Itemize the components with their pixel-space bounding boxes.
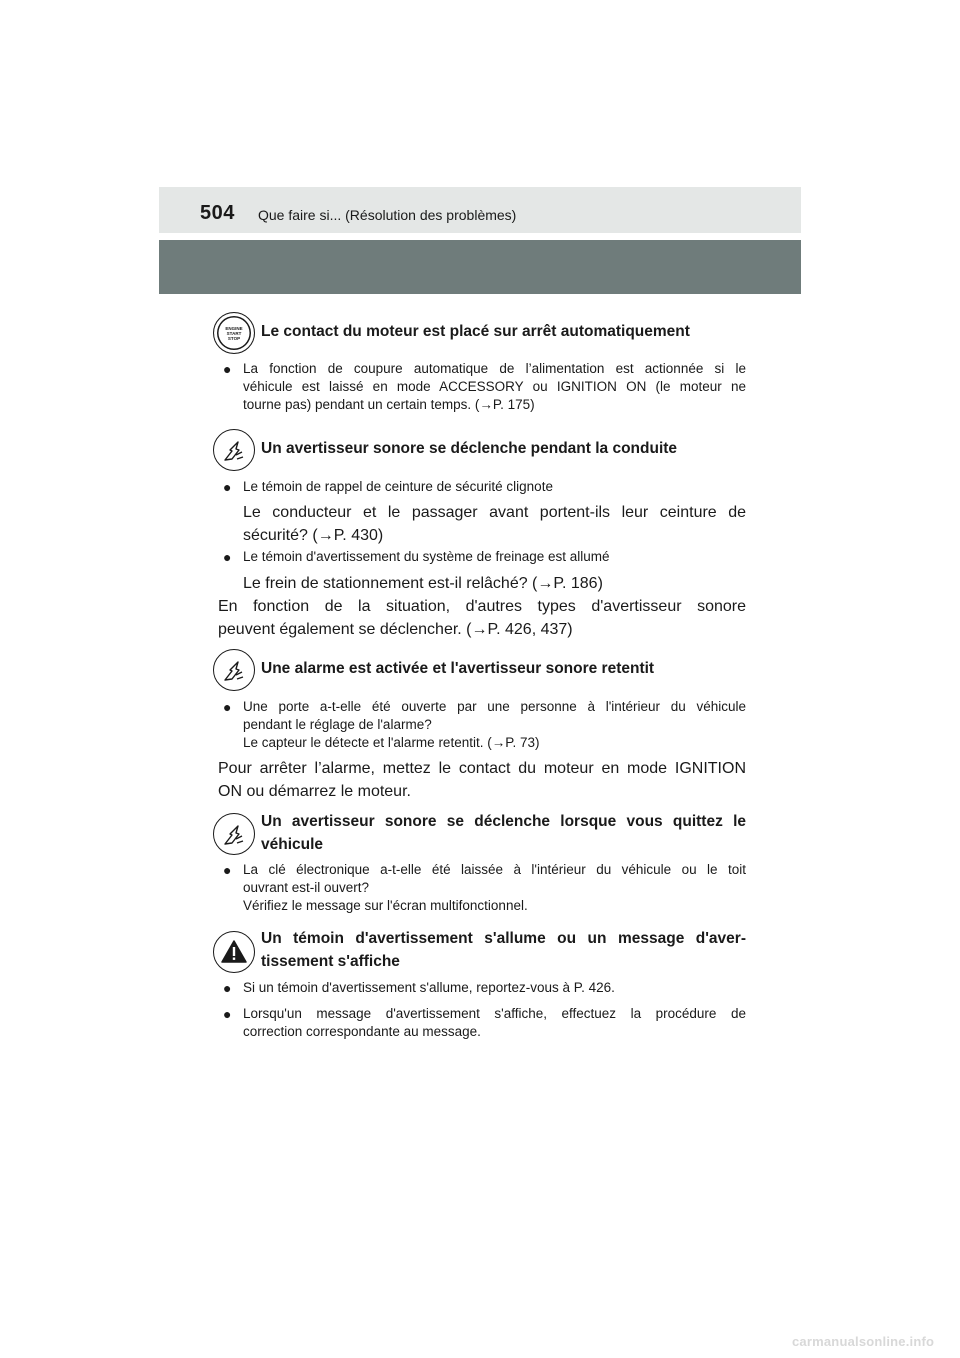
bullet-line: ouvrant est-il ouvert? [243,880,370,895]
bullet-text [243,548,746,566]
bullet-line: Le témoin d'avertissement du système de freinage est allumé [243,549,610,564]
bullet-dot: ● [223,361,232,377]
engine-start-stop-icon [213,312,255,354]
heading-line: Un témoin d'avertissement s'allume ou un message d'aver- [261,930,746,947]
page-number: 504 [200,202,235,224]
buzzer-icon [213,649,255,691]
detail-line: Le frein de stationnement est-il relâché? (→P. 186) [243,575,603,592]
section-heading [261,320,746,343]
bullet-dot: ● [223,862,232,878]
bullet-line: Vérifiez le message sur l'écran multifonctionnel. [243,898,528,913]
buzzer-glyph-icon [219,819,249,849]
bullet-line: Lorsqu'un message d'avertissement s'affiche, effectuez la procédure de [243,1006,746,1021]
warning-glyph-icon [219,937,249,967]
body-line: peuvent également se déclencher. (→P. 426, 437) [218,621,573,638]
bullet-line: Le capteur le détecte et l'alarme retentit. (→P. 73) [243,735,540,750]
buzzer-icon [213,813,255,855]
section-band [159,240,801,294]
bullet-line: correction correspondante au message. [243,1024,481,1039]
bullet-text [243,861,746,915]
bullet-text [243,360,746,414]
bullet-line: Si un témoin d'avertissement s'allume, reportez-vous à P. 426. [243,980,615,995]
body-paragraph [218,595,746,641]
body-line: Pour arrêter l’alarme, mettez le contact du moteur en mode IGNITION [218,760,746,777]
buzzer-icon [213,429,255,471]
bullet-dot: ● [223,699,232,715]
body-paragraph [218,757,746,803]
bullet-detail [243,572,746,595]
bullet-line: La fonction de coupure automatique de l’alimentation est actionnée si le [243,361,746,376]
heading-line: Le contact du moteur est placé sur arrêt automatiquement [261,323,690,340]
heading-line: véhicule [261,836,324,853]
warning-triangle-icon [213,931,255,973]
section-heading [261,437,746,460]
bullet-line: tourne pas) pendant un certain temps. (→P. 175) [243,397,535,412]
detail-line: Le conducteur et le passager avant portent-ils leur ceinture de [243,504,746,521]
bullet-line: La clé électronique a-t-elle été laissée à l'intérieur du véhicule ou le toit [243,862,746,877]
heading-line: Un avertisseur sonore se déclenche pendant la conduite [261,440,678,457]
detail-line: sécurité? (→P. 430) [243,527,384,544]
buzzer-glyph-icon [219,435,249,465]
bullet-detail [243,501,746,547]
bullet-text [243,478,746,496]
page-title: Que faire si... (Résolution des problèmes) [258,207,517,223]
section-heading [261,927,746,973]
section-heading [261,810,746,856]
bullet-line: pendant le réglage de l'alarme? [243,717,432,732]
body-line: ON ou démarrez le moteur. [218,783,411,800]
section-heading [261,657,746,680]
watermark: carmanualsonline.info [792,1334,935,1349]
bullet-dot: ● [223,549,232,565]
heading-line: tissement s'affiche [261,953,400,970]
bullet-dot: ● [223,1006,232,1022]
bullet-text [243,1005,746,1041]
body-line: En fonction de la situation, d'autres types d'avertisseur sonore [218,598,746,615]
bullet-line: véhicule est laissé en mode ACCESSORY ou IGNITION ON (le moteur ne [243,379,746,394]
bullet-text [243,979,746,997]
bullet-text [243,698,746,752]
bullet-dot: ● [223,980,232,996]
heading-line: Un avertisseur sonore se déclenche lorsque vous quittez le [261,813,746,830]
bullet-line: Une porte a-t-elle été ouverte par une personne à l'intérieur du véhicule [243,699,746,714]
bullet-line: Le témoin de rappel de ceinture de sécurité clignote [243,479,553,494]
engine-start-stop-label: ENGINE START STOP [225,325,243,341]
heading-line: Une alarme est activée et l'avertisseur sonore retentit [261,660,655,677]
bullet-dot: ● [223,479,232,495]
buzzer-glyph-icon [219,655,249,685]
